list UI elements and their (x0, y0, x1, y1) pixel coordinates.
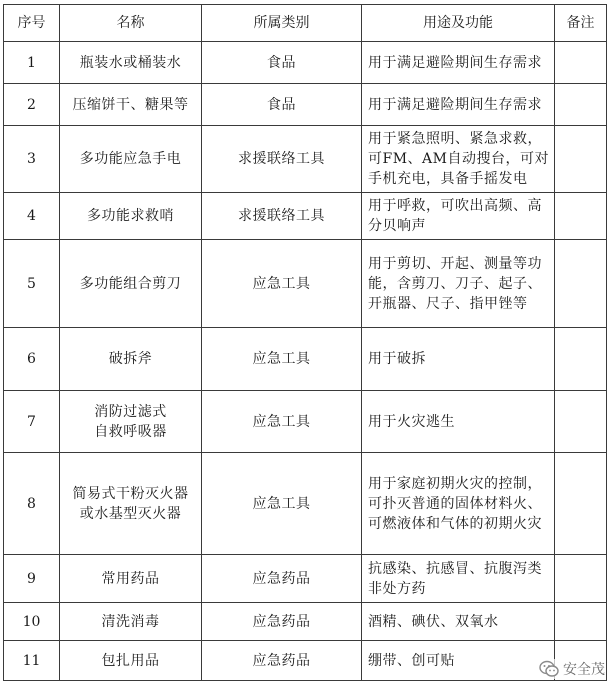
header-row (4, 5, 607, 42)
header-use: 用途及功能 (362, 5, 555, 42)
watermark (539, 659, 605, 679)
item-note (555, 328, 607, 391)
item-name (60, 126, 202, 193)
item-use: 用于满足避险期间生存需求 (362, 84, 555, 126)
item-category: 应急工具 (202, 391, 362, 453)
item-name-line: 或水基型灭火器 (79, 505, 182, 522)
item-category: 求援联络工具 (202, 193, 362, 240)
table-row (4, 603, 607, 641)
row-number: 6 (4, 328, 60, 391)
item-use: 用于家庭初期火灾的控制，可扑灭普通的固体材料火、可燃液体和气体的初期火灾 (362, 453, 555, 555)
item-name (60, 193, 202, 240)
item-name-line: 破拆斧 (108, 351, 153, 367)
item-category: 食品 (202, 84, 362, 126)
item-use: 用于满足避险期间生存需求 (362, 42, 555, 84)
item-use: 绷带、创可贴 (362, 641, 555, 681)
header-category: 所属类别 (202, 5, 362, 42)
row-number: 4 (4, 193, 60, 240)
header-name: 名称 (60, 5, 202, 42)
item-use: 用于火灾逃生 (362, 391, 555, 453)
item-name-line: 消防过滤式 (94, 403, 167, 420)
emergency-supplies-table (3, 4, 607, 681)
table-row (4, 641, 607, 681)
item-note (555, 240, 607, 328)
table-body (4, 42, 607, 681)
item-note (555, 42, 607, 84)
row-number: 5 (4, 240, 60, 328)
item-name-line: 多功能组合剪刀 (79, 275, 182, 292)
item-note (555, 391, 607, 453)
row-number: 9 (4, 555, 60, 603)
item-name (60, 391, 202, 453)
item-name (60, 328, 202, 391)
table-row (4, 240, 607, 328)
table-row (4, 193, 607, 240)
item-name (60, 42, 202, 84)
row-number: 1 (4, 42, 60, 84)
item-name-line: 瓶装水或桶装水 (79, 54, 182, 71)
item-note (555, 555, 607, 603)
table-row (4, 453, 607, 555)
item-category: 应急药品 (202, 555, 362, 603)
item-category: 应急药品 (202, 603, 362, 641)
item-use: 酒精、碘伏、双氧水 (362, 603, 555, 641)
item-name-line: 包扎用品 (101, 652, 160, 669)
item-note (555, 603, 607, 641)
item-name (60, 84, 202, 126)
item-category: 应急工具 (202, 240, 362, 328)
item-use: 用于剪切、开起、测量等功能，含剪刀、刀子、起子、开瓶器、尺子、指甲锉等 (362, 240, 555, 328)
item-name (60, 453, 202, 555)
item-use: 抗感染、抗感冒、抗腹泻类非处方药 (362, 555, 555, 603)
item-name (60, 555, 202, 603)
table-row (4, 328, 607, 391)
row-number: 10 (4, 603, 60, 641)
item-name-line: 多功能求救哨 (87, 208, 174, 224)
item-name-line: 多功能应急手电 (79, 151, 182, 167)
item-name-line: 清洗消毒 (101, 613, 160, 630)
table-row (4, 126, 607, 193)
watermark-text: 安全茂 (563, 662, 605, 678)
row-number: 2 (4, 84, 60, 126)
item-note (555, 193, 607, 240)
item-category: 食品 (202, 42, 362, 84)
item-name (60, 240, 202, 328)
item-use: 用于紧急照明、紧急求救，可FM、AM自动搜台，可对手机充电，具备手摇发电 (362, 126, 555, 193)
header-note: 备注 (555, 5, 607, 42)
table-row (4, 84, 607, 126)
item-name-line: 简易式干粉灭火器 (72, 485, 189, 502)
table-row (4, 555, 607, 603)
row-number: 8 (4, 453, 60, 555)
header-no: 序号 (4, 5, 60, 42)
row-number: 11 (4, 641, 60, 681)
item-name-line: 自救呼吸器 (94, 423, 167, 440)
wechat-icon (539, 660, 559, 678)
item-category: 求援联络工具 (202, 126, 362, 193)
row-number: 3 (4, 126, 60, 193)
item-name-line: 压缩饼干、糖果等 (72, 96, 189, 113)
item-use: 用于破拆 (362, 328, 555, 391)
table-row (4, 391, 607, 453)
item-name (60, 603, 202, 641)
item-category: 应急工具 (202, 328, 362, 391)
item-category: 应急工具 (202, 453, 362, 555)
item-note (555, 453, 607, 555)
item-name-line: 常用药品 (101, 570, 160, 587)
item-name (60, 641, 202, 681)
row-number: 7 (4, 391, 60, 453)
item-category: 应急药品 (202, 641, 362, 681)
table-row (4, 42, 607, 84)
item-use: 用于呼救，可吹出高频、高分贝响声 (362, 193, 555, 240)
item-note (555, 84, 607, 126)
item-note (555, 126, 607, 193)
